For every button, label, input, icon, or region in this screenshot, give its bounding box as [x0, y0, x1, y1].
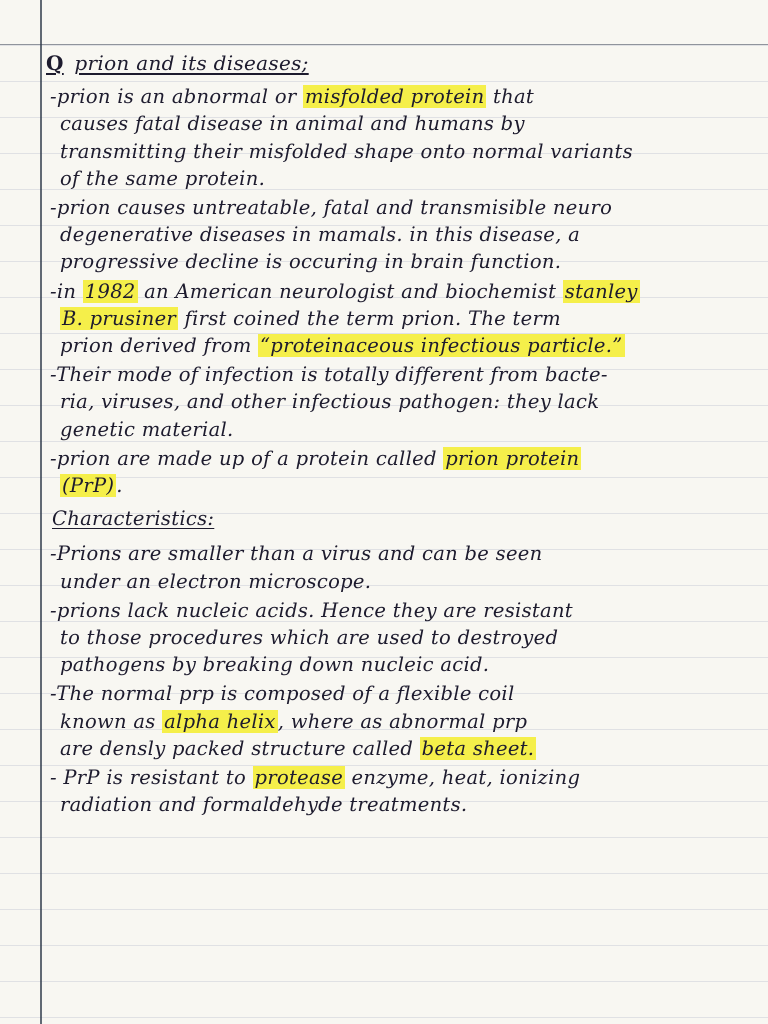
text-segment: -Their mode of infection is totally different from bacte- [50, 363, 608, 387]
text-line [50, 540, 746, 567]
text-segment: genetic material. [60, 417, 234, 441]
text-line [50, 110, 746, 137]
text-line [50, 332, 746, 359]
highlighted-term: stanley [564, 279, 638, 303]
text-line [50, 194, 746, 221]
text-line [50, 651, 746, 678]
text-segment: -prion causes untreatable, fatal and transmisible neuro [50, 196, 613, 220]
text-line [50, 388, 746, 415]
text-line [50, 708, 746, 735]
characteristics-heading: Characteristics: [52, 507, 215, 531]
text-segment: , where as abnormal prp [277, 709, 528, 733]
characteristic-paragraph [46, 597, 746, 679]
text-line [50, 138, 746, 165]
intro-paragraph [46, 194, 746, 276]
text-segment: ria, viruses, and other infectious pathogen: they lack [60, 390, 600, 414]
text-segment: -prions lack nucleic acids. Hence they are resistant [50, 598, 573, 622]
text-line [50, 278, 746, 305]
margin-line [40, 0, 42, 1024]
highlighted-term: B. prusiner [62, 306, 177, 330]
notes-content [46, 50, 746, 820]
top-rule [0, 44, 768, 45]
text-segment: an American neurologist and biochemist [137, 279, 563, 303]
text-segment: - PrP is resistant to [50, 766, 253, 790]
text-segment: transmitting their misfolded shape onto normal variants [60, 139, 633, 163]
highlighted-term: 1982 [84, 279, 136, 303]
characteristic-paragraph [46, 764, 746, 818]
text-segment: first coined the term prion. The term [178, 306, 561, 330]
highlighted-term: protease [254, 766, 344, 790]
text-segment: degenerative diseases in mamals. in this disease, a [60, 223, 581, 247]
intro-paragraph [46, 361, 746, 443]
text-line [50, 305, 746, 332]
intro-paragraph [46, 83, 746, 192]
text-segment: . [116, 474, 123, 498]
text-segment: causes fatal disease in animal and humans by [60, 112, 525, 136]
text-line [50, 416, 746, 443]
highlighted-term: beta sheet. [421, 736, 535, 760]
text-line [50, 791, 746, 818]
text-segment: enzyme, heat, ionizing [345, 766, 581, 790]
intro-paragraph [46, 278, 746, 360]
text-line [50, 568, 746, 595]
text-segment: known as [60, 709, 163, 733]
text-segment: under an electron microscope. [60, 569, 372, 593]
highlighted-term: “proteinaceous infectious particle.” [260, 334, 623, 358]
text-line [50, 445, 746, 472]
highlighted-term: prion protein [445, 446, 580, 470]
text-segment: -prion are made up of a protein called [50, 446, 444, 470]
highlighted-term: misfolded protein [305, 85, 485, 109]
text-segment: -Prions are smaller than a virus and can be seen [50, 542, 543, 566]
text-line [50, 624, 746, 651]
text-line [50, 472, 746, 499]
text-line [50, 165, 746, 192]
page-heading [46, 50, 746, 77]
text-line [50, 735, 746, 762]
question-number: Q [46, 51, 64, 75]
text-segment: of the same protein. [60, 166, 266, 190]
highlighted-term: alpha helix [164, 709, 276, 733]
text-line [50, 221, 746, 248]
intro-section [46, 83, 746, 499]
text-segment: that [486, 85, 535, 109]
text-segment: prion derived from [60, 334, 259, 358]
heading-text: prion and its diseases; [74, 51, 309, 75]
text-line [50, 83, 746, 110]
text-segment: pathogens by breaking down nucleic acid. [60, 653, 490, 677]
text-line [50, 597, 746, 624]
highlighted-term: (PrP) [62, 474, 115, 498]
characteristic-paragraph [46, 680, 746, 762]
text-segment: radiation and formaldehyde treatments. [60, 793, 468, 817]
text-segment: to those procedures which are used to destroyed [60, 626, 559, 650]
text-segment: progressive decline is occuring in brain function. [60, 250, 562, 274]
text-segment: -prion is an abnormal or [50, 85, 303, 109]
intro-paragraph [46, 445, 746, 499]
text-line [50, 680, 746, 707]
text-segment: are densly packed structure called [60, 736, 420, 760]
text-segment: -in [50, 279, 83, 303]
characteristics-section [46, 540, 746, 818]
text-line [50, 248, 746, 275]
characteristic-paragraph [46, 540, 746, 594]
text-segment: -The normal prp is composed of a flexible coil [50, 682, 515, 706]
text-line [50, 764, 746, 791]
text-line [50, 361, 746, 388]
